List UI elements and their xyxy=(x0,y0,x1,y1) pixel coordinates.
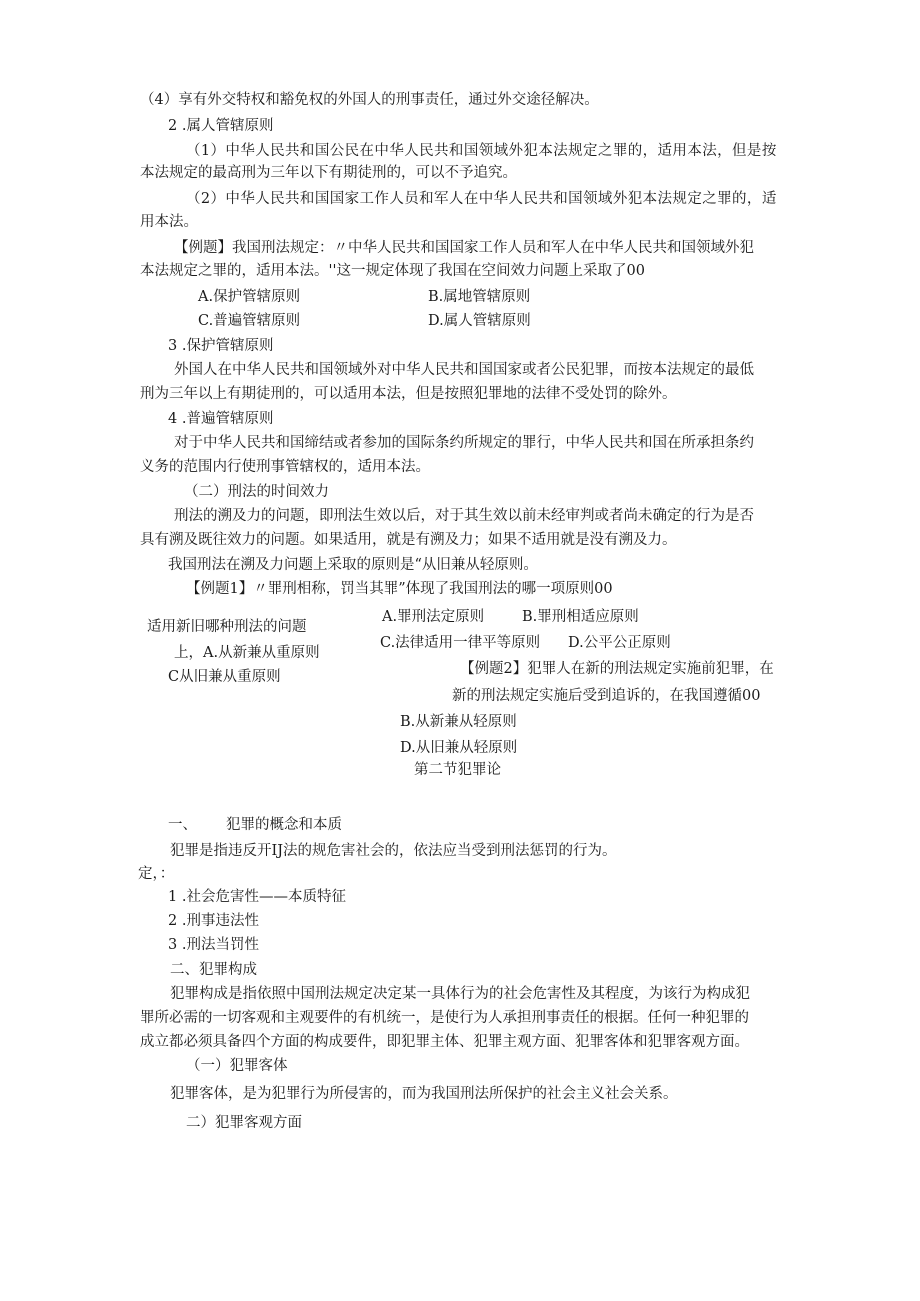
option-b: B.从新兼从轻原则 xyxy=(400,714,517,730)
text-line: 本法规定的最高刑为三年以下有期徒刑的，可以不予追究。 xyxy=(140,165,517,181)
option-d: D.属人管辖原则 xyxy=(428,313,531,329)
text-line: 用本法。 xyxy=(140,214,198,230)
text-line: 刑法的溯及力的问题，即刑法生效以后，对于其生效以前未经审判或者尚未确定的行为是否 xyxy=(174,508,754,524)
text-line: 犯罪客体，是为犯罪行为所侵害的，而为我国刑法所保护的社会主义社会关系。 xyxy=(170,1086,678,1102)
text-line: 罪所必需的一切客观和主观要件的有机统一，是使行为人承担刑事责任的根据。任何一种犯罪的 xyxy=(140,1010,749,1026)
text-line: 刑为三年以上有期徒刑的，可以适用本法，但是按照犯罪地的法律不受处罚的除外。 xyxy=(140,386,677,402)
option-c: C.普遍管辖原则 xyxy=(198,313,301,329)
option-d: D.从旧兼从轻原则 xyxy=(400,740,518,756)
text-line: 本法规定之罪的，适用本法。''这一规定体现了我国在空间效力问题上采取了00 xyxy=(140,263,645,279)
text-line: 对于中华人民共和国缔结或者参加的国际条约所规定的罪行，中华人民共和国在所承担条约 xyxy=(174,435,754,451)
option-b: B.罪刑相适应原则 xyxy=(522,609,639,625)
text-line: 成立都必须具备四个方面的构成要件，即犯罪主体、犯罪主观方面、犯罪客体和犯罪客观方面。 xyxy=(140,1034,749,1050)
section-heading: 二、犯罪构成 xyxy=(170,962,257,978)
text-line: 定，： xyxy=(138,866,175,882)
text-line: 适用新旧哪种刑法的问题 xyxy=(147,619,307,635)
option-b: B.属地管辖原则 xyxy=(428,289,531,305)
list-item: 3 .刑法当罚性 xyxy=(168,937,259,953)
section-heading: （一）犯罪客体 xyxy=(186,1058,288,1074)
option-a: A.罪刑法定原则 xyxy=(382,609,485,625)
option-c: C从旧兼从重原则 xyxy=(168,669,281,685)
section-heading: （二）刑法的时间效力 xyxy=(184,484,329,500)
example-question: 【例题】我国刑法规定：〃中华人民共和国国家工作人员和军人在中华人民共和国领域外犯 xyxy=(174,240,754,256)
text-line: （2）中华人民共和国国家工作人员和军人在中华人民共和国领域外犯本法规定之罪的，适 xyxy=(186,191,777,207)
text-line: 犯罪是指违反开IJ法的规危害社会的，依法应当受到刑法惩罚的行为。 xyxy=(170,843,617,859)
text-line: （1）中华人民共和国公民在中华人民共和国领域外犯本法规定之罪的，适用本法，但是按 xyxy=(186,143,777,159)
section-heading: 犯罪的概念和本质 xyxy=(226,817,342,833)
section-heading: 4 .普遍管辖原则 xyxy=(168,411,274,427)
text-line: 我国刑法在溯及力问题上采取的原则是“从旧兼从轻原则。 xyxy=(168,557,538,573)
text-line: 具有溯及既往效力的问题。如果适用，就是有溯及力；如果不适用就是没有溯及力。 xyxy=(140,532,677,548)
text-line: 外国人在中华人民共和国领域外对中华人民共和国国家或者公民犯罪，而按本法规定的最低 xyxy=(174,362,754,378)
section-title: 第二节犯罪论 xyxy=(414,762,501,778)
section-heading: 二）犯罪客观方面 xyxy=(186,1115,302,1131)
example-question: 【例题2】犯罪人在新的刑法规定实施前犯罪，在 xyxy=(460,661,774,677)
option-a: A.保护管辖原则 xyxy=(198,289,301,305)
text-line: 义务的范围内行使刑事管辖权的，适用本法。 xyxy=(140,459,430,475)
list-item: 2 .刑事违法性 xyxy=(168,913,259,929)
section-heading: 3 .保护管辖原则 xyxy=(168,338,274,354)
text-line: （4）享有外交特权和豁免权的外国人的刑事责任，通过外交途径解决。 xyxy=(140,92,599,108)
option-c: C.法律适用一律平等原则 xyxy=(380,635,541,651)
text-line: 犯罪构成是指依照中国刑法规定决定某一具体行为的社会危害性及其程度，为该行为构成犯 xyxy=(170,986,750,1002)
section-heading: 2 .属人管辖原则 xyxy=(168,118,274,134)
list-item: 1 .社会危害性——本质特征 xyxy=(168,889,346,905)
option-d: D.公平公正原则 xyxy=(568,635,671,651)
option-a: 上，A.从新兼从重原则 xyxy=(174,645,320,661)
heading-number: 一、 xyxy=(168,817,197,833)
text-line: 新的刑法规定实施后受到追诉的，在我国遵循00 xyxy=(452,688,761,704)
example-question: 【例题1】〃罪刑相称，罚当其罪”体现了我国刑法的哪一项原则00 xyxy=(186,581,613,597)
